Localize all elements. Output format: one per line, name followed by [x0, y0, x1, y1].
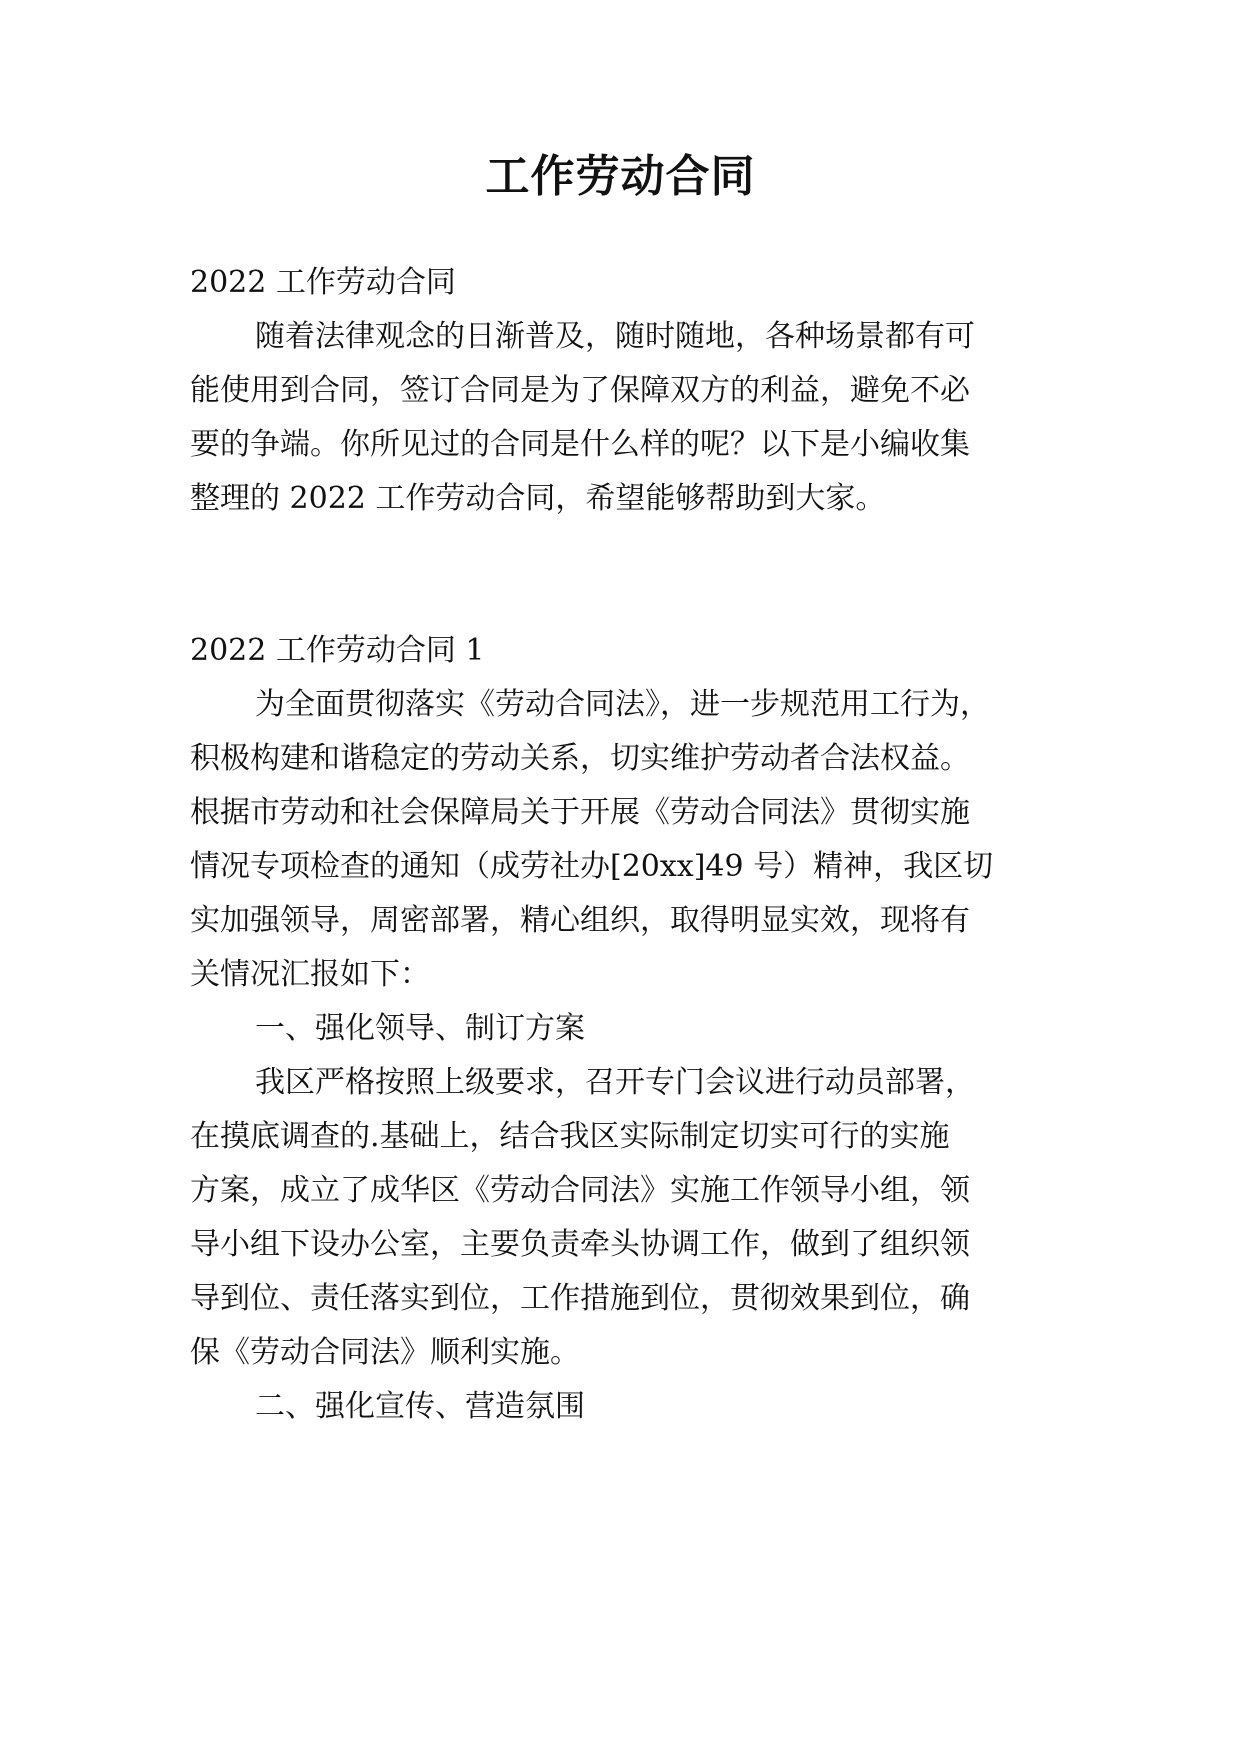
subsection-heading: 二、强化宣传、营造氛围 — [255, 1389, 585, 1424]
paragraph-line: 情况专项检查的通知（成劳社办[20xx]49 号）精神，我区切 — [190, 849, 994, 884]
paragraph-line: 保《劳动合同法》顺利实施。 — [190, 1335, 580, 1370]
paragraph-line: 能使用到合同，签订合同是为了保障双方的利益，避免不必 — [190, 373, 970, 408]
paragraph-line: 实加强领导，周密部署，精心组织，取得明显实效，现将有 — [190, 903, 970, 938]
subsection-heading: 一、强化领导、制订方案 — [255, 1011, 585, 1046]
paragraph-line: 根据市劳动和社会保障局关于开展《劳动合同法》贯彻实施 — [190, 795, 970, 830]
section-heading: 2022 工作劳动合同 — [190, 265, 456, 300]
section-heading: 2022 工作劳动合同 1 — [190, 633, 485, 668]
paragraph-line: 导到位、责任落实到位，工作措施到位，贯彻效果到位，确 — [190, 1281, 970, 1316]
paragraph-line: 整理的 2022 工作劳动合同，希望能够帮助到大家。 — [190, 481, 886, 516]
paragraph-line: 要的争端。你所见过的合同是什么样的呢？以下是小编收集 — [190, 427, 970, 462]
paragraph-line: 关情况汇报如下： — [190, 957, 430, 992]
paragraph-line: 我区严格按照上级要求，召开专门会议进行动员部署， — [255, 1065, 975, 1100]
paragraph-line: 方案，成立了成华区《劳动合同法》实施工作领导小组，领 — [190, 1173, 970, 1208]
paragraph-line: 导小组下设办公室，主要负责牵头协调工作，做到了组织领 — [190, 1227, 970, 1262]
paragraph-line: 为全面贯彻落实《劳动合同法》，进一步规范用工行为， — [255, 687, 990, 722]
document-title: 工作劳动合同 — [485, 151, 756, 202]
paragraph-line: 随着法律观念的日渐普及，随时随地，各种场景都有可 — [255, 319, 975, 354]
paragraph-line: 积极构建和谐稳定的劳动关系，切实维护劳动者合法权益。 — [190, 741, 970, 776]
paragraph-line: 在摸底调查的.基础上，结合我区实际制定切实可行的实施 — [190, 1119, 950, 1154]
